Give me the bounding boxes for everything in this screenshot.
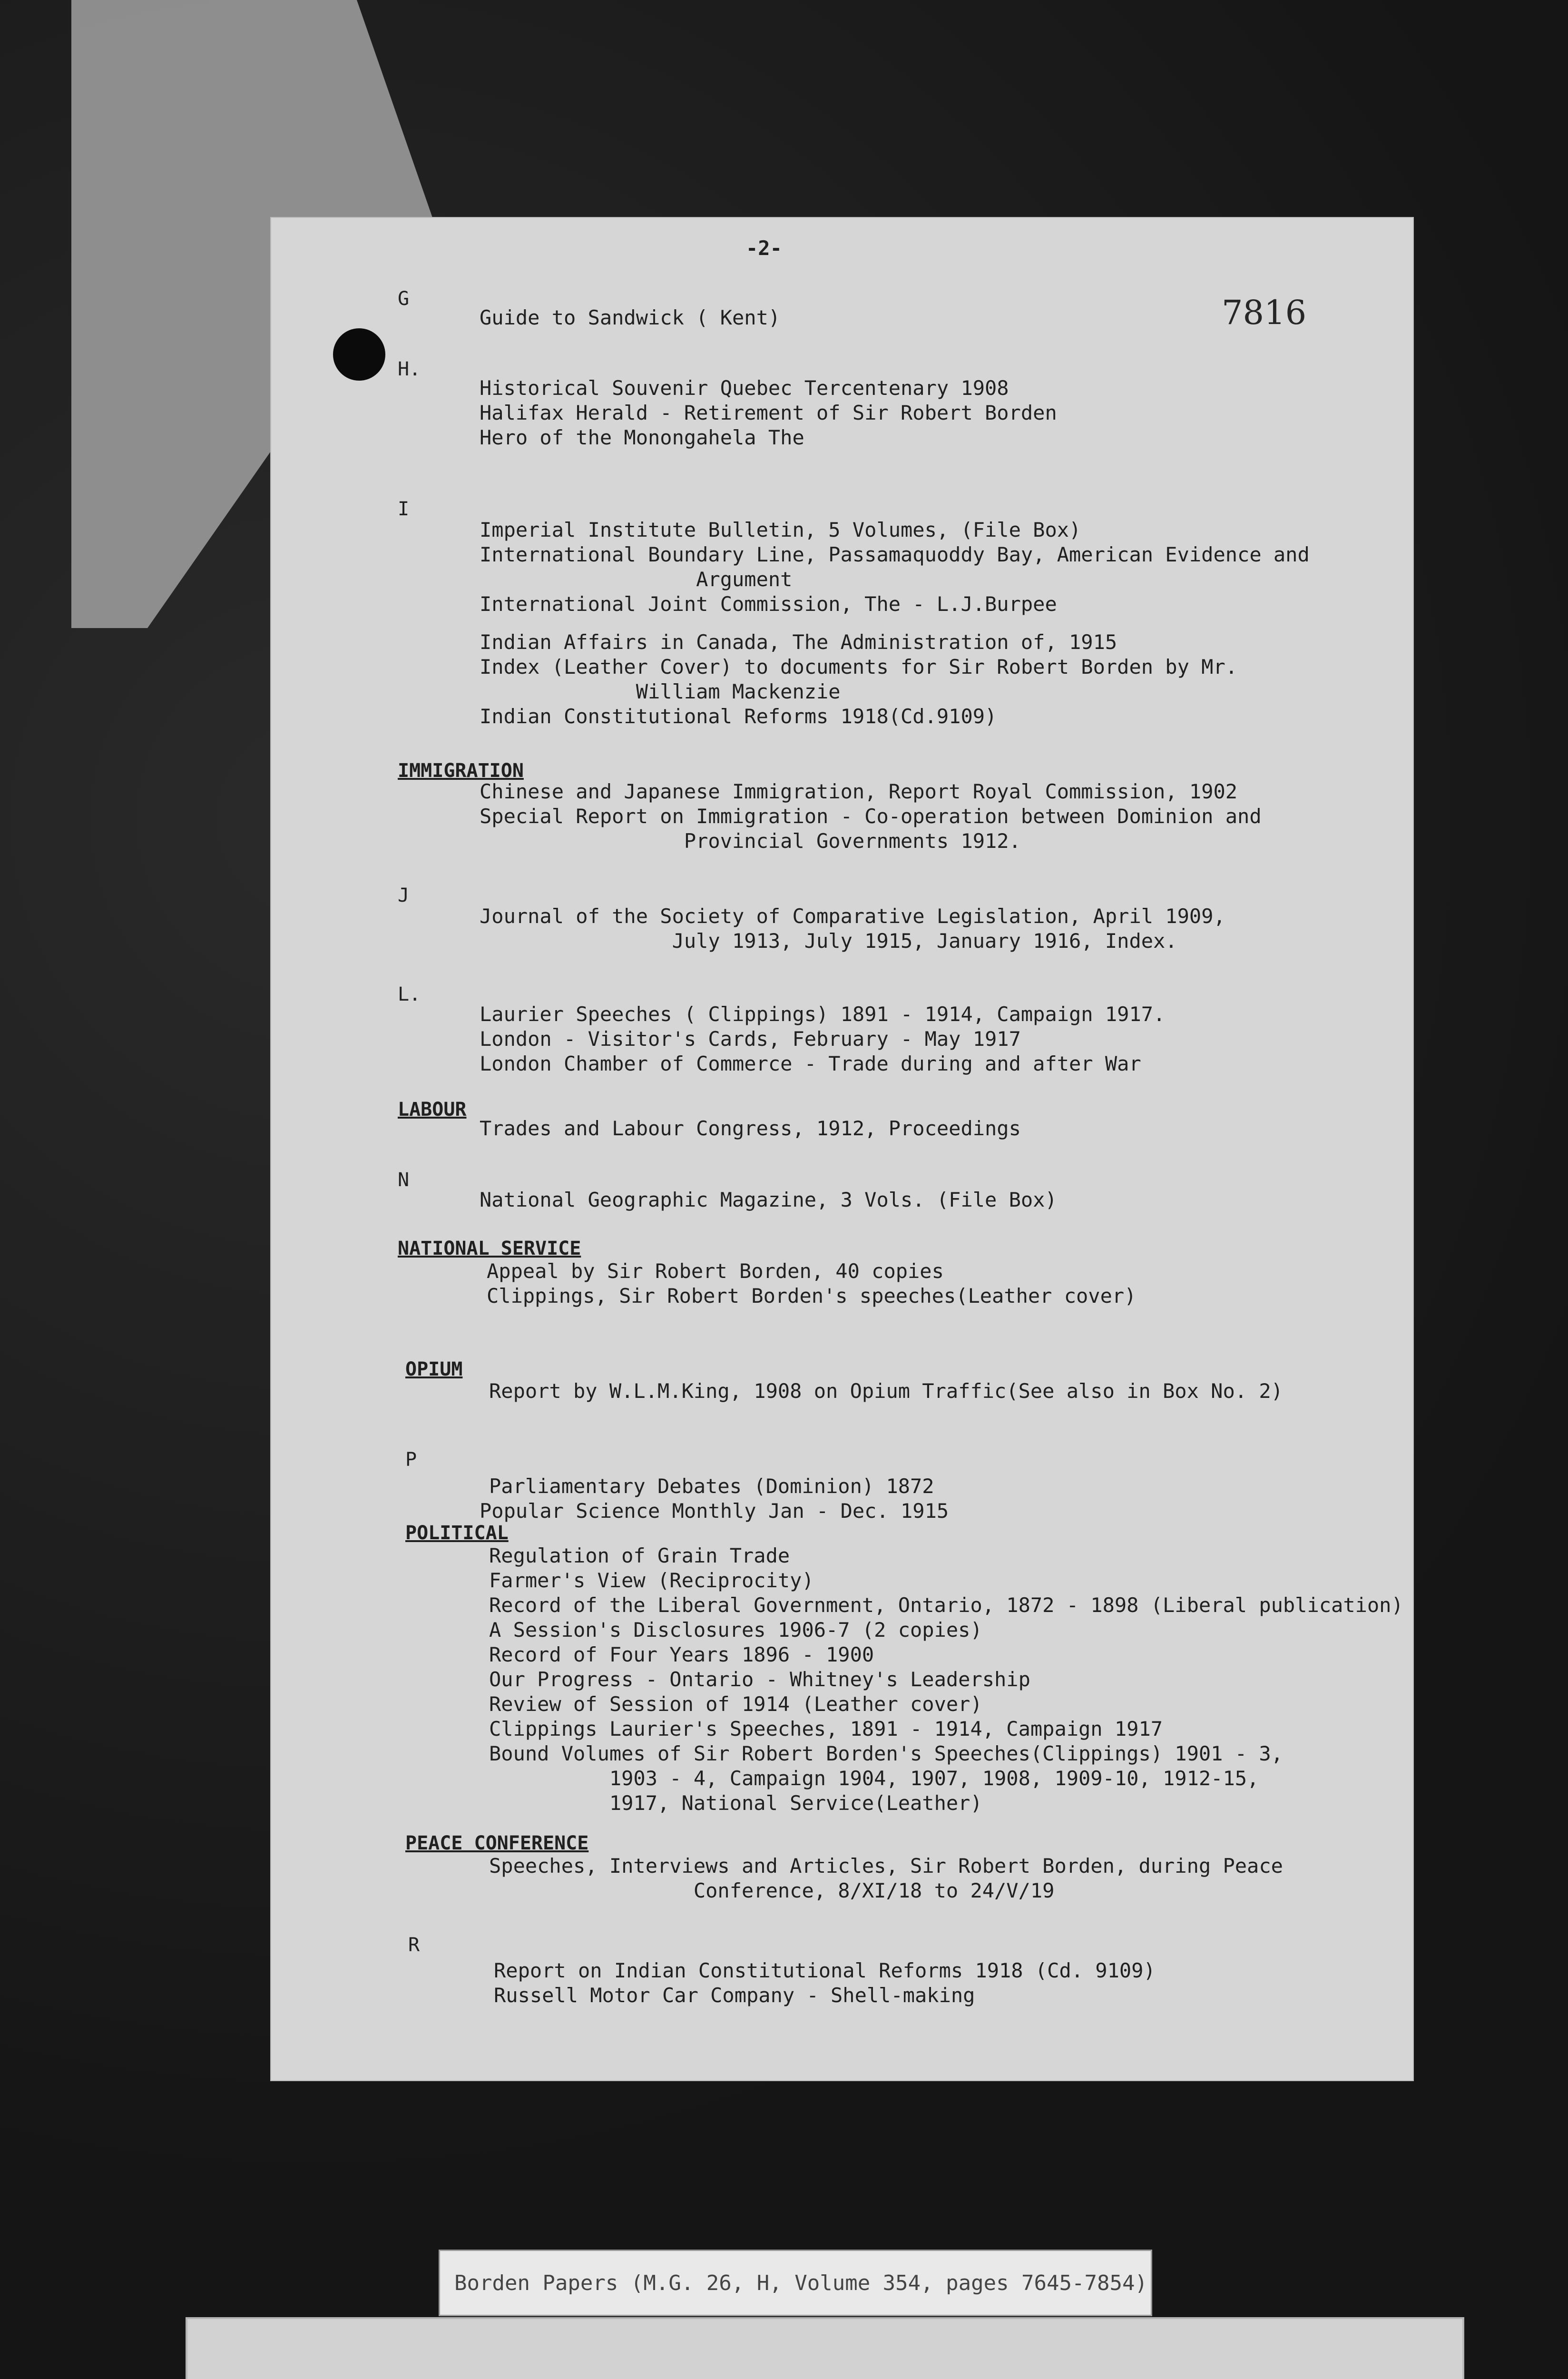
entry-line: William Mackenzie (480, 680, 841, 703)
entry-line: Bound Volumes of Sir Robert Borden's Speeches(Clippings) 1901 - 3, (489, 1742, 1283, 1765)
entry-line: A Session's Disclosures 1906-7 (2 copies) (489, 1618, 982, 1642)
section-heading-national-service: NATIONAL SERVICE (398, 1238, 581, 1259)
entry-line: Record of Four Years 1896 - 1900 (489, 1643, 874, 1666)
entry-line: London Chamber of Commerce - Trade during and after War (480, 1052, 1141, 1075)
paper-clip-hole (333, 328, 385, 381)
section-heading-labour: LABOUR (398, 1099, 467, 1121)
section-letter-r: R (408, 1934, 420, 1956)
entry-line: 1903 - 4, Campaign 1904, 1907, 1908, 1909-10, 1912-15, (489, 1767, 1259, 1790)
entry-line: July 1913, July 1915, January 1916, Index. (480, 929, 1177, 953)
document-page (270, 217, 1414, 2081)
entry-line: Speeches, Interviews and Articles, Sir Robert Borden, during Peace (489, 1854, 1283, 1878)
entry-line: Appeal by Sir Robert Borden, 40 copies (487, 1259, 944, 1283)
entry-line: Conference, 8/XI/18 to 24/V/19 (489, 1879, 1055, 1902)
entry-line: Provincial Governments 1912. (480, 829, 1021, 853)
entry-line: 1917, National Service(Leather) (489, 1791, 982, 1815)
section-heading-immigration: IMMIGRATION (398, 760, 524, 782)
entry-line: Report on Indian Constitutional Reforms 1918 (Cd. 9109) (494, 1959, 1156, 1982)
entry-line: Halifax Herald - Retirement of Sir Robert Borden (480, 401, 1057, 424)
entry-line: National Geographic Magazine, 3 Vols. (File Box) (480, 1188, 1057, 1211)
section-letter-j: J (398, 885, 410, 906)
archives-card (186, 2317, 1464, 2379)
entry-line: Imperial Institute Bulletin, 5 Volumes, (File Box) (480, 518, 1081, 541)
entry-line: Clippings, Sir Robert Borden's speeches(Leather cover) (487, 1284, 1137, 1307)
entry-line: Clippings Laurier's Speeches, 1891 - 1914, Campaign 1917 (489, 1717, 1163, 1740)
entry-line: Index (Leather Cover) to documents for Sir Robert Borden by Mr. (480, 655, 1238, 678)
entry-line: Guide to Sandwick ( Kent) (480, 306, 781, 329)
document-number: 7816 (1222, 293, 1307, 332)
entry-line: Popular Science Monthly Jan - Dec. 1915 (480, 1499, 949, 1523)
section-letter-l: L. (398, 983, 421, 1005)
entry-line: Special Report on Immigration - Co-operation between Dominion and (480, 805, 1262, 828)
entry-line: Journal of the Society of Comparative Legislation, April 1909, (480, 904, 1225, 928)
entry-line: Indian Affairs in Canada, The Administration of, 1915 (480, 630, 1117, 654)
entry-line: Historical Souvenir Quebec Tercentenary 1908 (480, 376, 1009, 400)
section-letter-g: G (398, 288, 410, 310)
section-heading-peace-conference: PEACE CONFERENCE (405, 1832, 589, 1854)
section-letter-i: I (398, 498, 410, 520)
reference-label: Borden Papers (M.G. 26, H, Volume 354, pages 7645-7854) (439, 2250, 1152, 2316)
entry-line: Review of Session of 1914 (Leather cover) (489, 1692, 982, 1716)
entry-line: Indian Constitutional Reforms 1918(Cd.9109) (480, 705, 997, 728)
entry-line: Laurier Speeches ( Clippings) 1891 - 1914, Campaign 1917. (480, 1003, 1166, 1026)
entry-line: London - Visitor's Cards, February - May 1917 (480, 1027, 1021, 1051)
entry-line: Farmer's View (Reciprocity) (489, 1569, 814, 1592)
entry-line: Trades and Labour Congress, 1912, Proceedings (480, 1117, 1021, 1140)
entry-line: Record of the Liberal Government, Ontario, 1872 - 1898 (Liberal publication) (489, 1593, 1403, 1617)
section-letter-n: N (398, 1169, 410, 1191)
section-letter-h: H. (398, 358, 421, 380)
page-number: -2- (746, 236, 782, 260)
entry-line: Argument (480, 568, 793, 591)
entry-line: Regulation of Grain Trade (489, 1544, 790, 1567)
section-heading-opium: OPIUM (405, 1358, 463, 1380)
entry-line: Report by W.L.M.King, 1908 on Opium Traffic(See also in Box No. 2) (489, 1379, 1283, 1403)
entry-line: Parliamentary Debates (Dominion) 1872 (489, 1475, 934, 1498)
entry-line: Russell Motor Car Company - Shell-making (494, 1984, 975, 2007)
entry-line: International Joint Commission, The - L.J.Burpee (480, 592, 1057, 616)
entry-line: Chinese and Japanese Immigration, Report Royal Commission, 1902 (480, 780, 1238, 803)
section-heading-political: POLITICAL (405, 1522, 509, 1544)
section-letter-p: P (405, 1449, 417, 1471)
entry-line: International Boundary Line, Passamaquoddy Bay, American Evidence and (480, 543, 1310, 566)
entry-line: Hero of the Monongahela The (480, 426, 804, 449)
entry-line: Our Progress - Ontario - Whitney's Leadership (489, 1668, 1030, 1691)
